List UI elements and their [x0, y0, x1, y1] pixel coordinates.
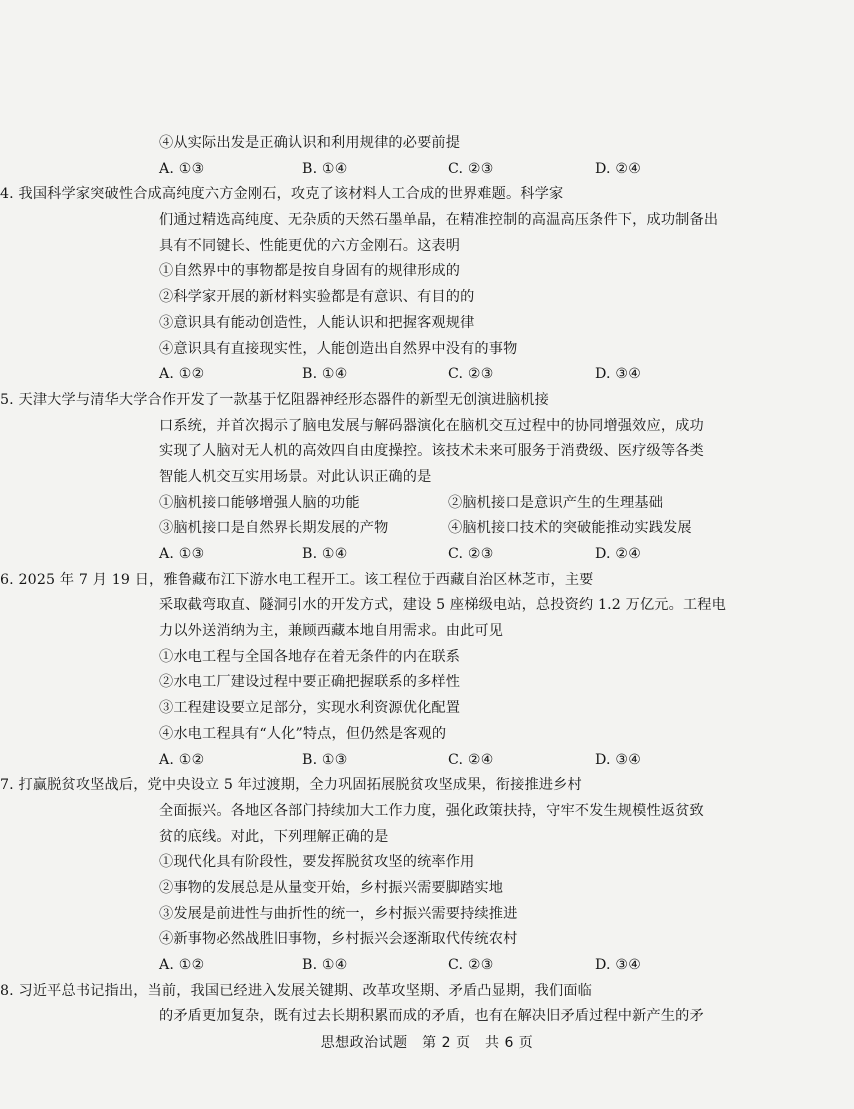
statement: ①水电工程与全国各地存在着无条件的内在联系	[159, 648, 461, 665]
answer-options	[0, 157, 854, 183]
statement: ①现代化具有阶段性，要发挥脱贫攻坚的统率作用	[159, 854, 475, 871]
option-c: C. ②④	[448, 751, 494, 768]
option-b: B. ①④	[302, 957, 348, 973]
question-text: 具有不同键长、性能更优的六方金刚石。这表明	[159, 237, 461, 254]
page-content	[0, 131, 854, 1030]
statement-pair	[0, 516, 854, 542]
option-c: C. ②③	[448, 957, 494, 973]
question-text: 智能人机交互实用场景。对此认识正确的是	[159, 468, 432, 485]
answer-options	[0, 542, 854, 568]
statement: ③脑机接口是自然界长期发展的产物	[159, 520, 389, 537]
option-a: A. ①③	[159, 546, 205, 562]
option-d: D. ③④	[595, 751, 642, 768]
option-b: B. ①③	[302, 751, 348, 768]
statement: ②脑机接口是意识产生的生理基础	[448, 494, 664, 511]
statement: ④意识具有直接现实性，人能创造出自然界中没有的事物	[159, 340, 518, 357]
question-text: 力以外送消纳为主，兼顾西藏本地自用需求。由此可见	[159, 623, 504, 640]
question-text: 全面振兴。各地区各部门持续加大工作力度，强化政策扶持，守牢不发生规模性返贫致	[159, 802, 704, 819]
option-a: A. ①②	[159, 751, 205, 768]
option-c: C. ②③	[448, 546, 494, 562]
question-text: 实现了人脑对无人机的高效四自由度操控。该技术未来可服务于消费级、医疗级等各类	[159, 443, 704, 460]
statement: ④水电工程具有“人化”特点，但仍然是客观的	[159, 725, 447, 742]
option-b: B. ①④	[302, 160, 348, 177]
option-d: D. ②④	[595, 160, 642, 177]
option-a: A. ①②	[159, 957, 205, 973]
answer-options	[0, 748, 854, 774]
statement: ①自然界中的事物都是按自身固有的规律形成的	[159, 263, 461, 280]
option-d: D. ③④	[595, 957, 642, 973]
option-d: D. ②④	[595, 546, 642, 562]
option-a: A. ①②	[159, 366, 205, 383]
statement: ③意识具有能动创造性，人能认识和把握客观规律	[159, 314, 475, 331]
answer-options	[0, 362, 854, 388]
question-text: 的矛盾更加复杂，既有过去长期积累而成的矛盾，也有在解决旧矛盾过程中新产生的矛	[159, 1008, 704, 1025]
statement: ②科学家开展的新材料实验都是有意识、有目的的	[159, 289, 475, 306]
option-c: C. ②③	[448, 366, 494, 383]
statement: ③工程建设要立足部分，实现水利资源优化配置	[159, 700, 461, 717]
page-footer: 思想政治试题 第 2 页 共 6 页	[320, 1035, 534, 1051]
statement-pair	[0, 491, 854, 517]
answer-options	[0, 953, 854, 979]
question-text: 们通过精选高纯度、无杂质的天然石墨单晶，在精准控制的高温高压条件下，成功制备出	[159, 212, 719, 229]
question-text: 口系统，并首次揭示了脑电发展与解码器演化在脑机交互过程中的协同增强效应，成功	[159, 417, 704, 434]
option-a: A. ①③	[159, 160, 205, 177]
question-stem: 8. 习近平总书记指出，当前，我国已经进入发展关键期、改革攻坚期、矛盾凸显期，我们面临	[0, 982, 592, 999]
question-stem: 7. 打赢脱贫攻坚战后，党中央设立 5 年过渡期，全力巩固拓展脱贫攻坚成果，衔接推进乡村	[0, 777, 582, 794]
statement: ②水电工厂建设过程中要正确把握联系的多样性	[159, 674, 461, 691]
statement: ④新事物必然战胜旧事物，乡村振兴会逐渐取代传统农村	[159, 931, 518, 948]
question-stem: 6. 2025 年 7 月 19 日，雅鲁藏布江下游水电工程开工。该工程位于西藏自治区林芝市，主要	[0, 571, 594, 588]
statement: ①脑机接口能够增强人脑的功能	[159, 494, 360, 511]
question-text: 贫的底线。对此，下列理解正确的是	[159, 828, 389, 845]
option-c: C. ②③	[448, 160, 494, 177]
statement: ④从实际出发是正确认识和利用规律的必要前提	[159, 135, 461, 151]
option-d: D. ③④	[595, 366, 642, 383]
statement: ②事物的发展总是从量变开始，乡村振兴需要脚踏实地	[159, 879, 504, 896]
question-stem: 4. 我国科学家突破性合成高纯度六方金刚石，攻克了该材料人工合成的世界难题。科学家	[0, 186, 564, 203]
option-b: B. ①④	[302, 546, 348, 562]
question-stem: 5. 天津大学与清华大学合作开发了一款基于忆阻器神经形态器件的新型无创演进脑机接	[0, 391, 549, 408]
statement: ③发展是前进性与曲折性的统一，乡村振兴需要持续推进	[159, 905, 518, 922]
question-text: 采取截弯取直、隧洞引水的开发方式，建设 5 座梯级电站，总投资约 1.2 万亿元。工程电	[159, 597, 726, 614]
option-b: B. ①④	[302, 366, 348, 383]
statement: ④脑机接口技术的突破能推动实践发展	[448, 520, 692, 537]
